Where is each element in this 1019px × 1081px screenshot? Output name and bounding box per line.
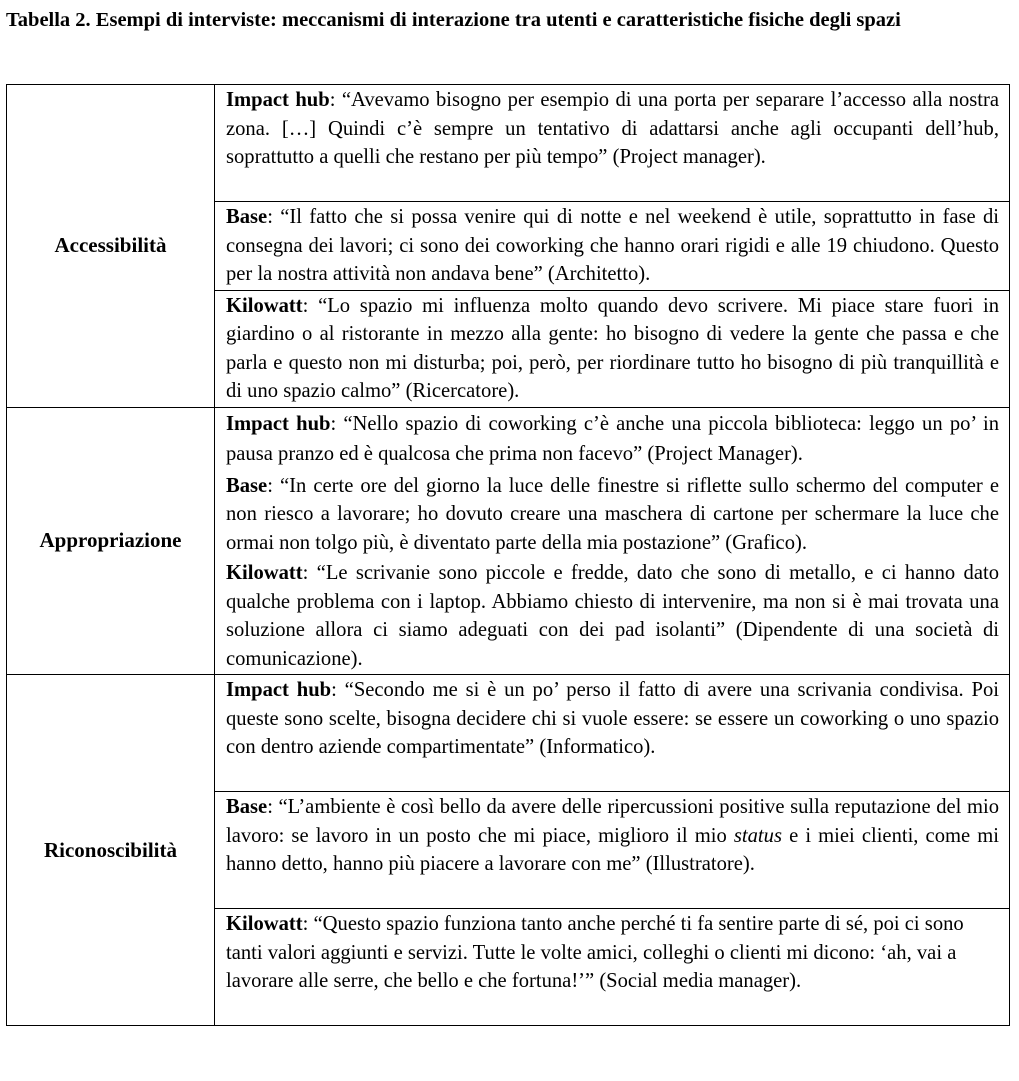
space-name: Base xyxy=(226,796,268,818)
category-cell: Riconoscibilità xyxy=(7,675,215,1026)
quote-text: : “Lo spazio mi influenza molto quando devo scrivere. Mi piace stare fuori in giardino o al ristorante in mezzo alla gente: ho bisogno di vedere la gente che passa e che parla e questo non mi disturba; poi, però, per riordinare tutto ho bisogno di più tranquillità e di uno spazio calmo” (Ricercatore). xyxy=(226,294,999,402)
quote-text: : “In certe ore del giorno la luce delle finestre si riflette sullo schermo del computer e non riesco a lavorare; ho dovuto creare una maschera di cartone per schermare la luce che ormai non tolgo più, è diventato parte della mia postazione” (Grafico). xyxy=(226,474,999,554)
table-row xyxy=(7,675,1010,792)
space-name: Kilowatt xyxy=(226,294,303,317)
quote-cell xyxy=(215,470,1010,558)
table-row xyxy=(7,85,1010,202)
category-cell: Accessibilità xyxy=(7,85,215,408)
space-name: Base xyxy=(226,474,268,497)
space-name: Base xyxy=(226,206,268,228)
space-name: Impact hub xyxy=(226,679,332,701)
quote-emphasis: status xyxy=(733,824,782,847)
quote-text: : “Nello spazio di coworking c’è anche una piccola biblioteca: leggo un po’ in pausa pranzo ed è qualcosa che prima non facevo” (Project Manager). xyxy=(226,412,999,465)
space-name: Impact hub xyxy=(226,412,331,435)
quote-text: : “Le scrivanie sono piccole e fredde, dato che sono di metallo, e ci hanno dato qualche problema con i laptop. Abbiamo chiesto di intervenire, ma non si è mai trovata una soluzione allora ci siamo adeguati con dei pad isolanti” (Dipendente di una società di comunicazione). xyxy=(226,562,999,670)
quote-text: : “Questo spazio funziona tanto anche perché ti fa sentire parte di sé, poi ci sono tanti valori aggiunti e servizi. Tutte le volte amici, colleghi o clienti mi dicono: ‘ah, vai a lavorare alle serre, che bello e che fortuna!’” (Social media manager). xyxy=(226,913,964,992)
quote-text: : “Secondo me si è un po’ perso il fatto di avere una scrivania condivisa. Poi queste sono scelte, bisogna decidere chi si vuole essere: se essere un coworking o uno spazio con dentro aziende compartimentate” (Informatico). xyxy=(226,679,999,758)
space-name: Impact hub xyxy=(226,89,330,111)
quote-cell xyxy=(215,407,1010,470)
quote-text: : “L’ambiente è così bello da avere delle ripercussioni positive sulla reputazione del mio lavoro: se lavoro in un posto che mi piace, miglioro il mio xyxy=(226,796,999,847)
quote-cell xyxy=(215,909,1010,1026)
quote-cell xyxy=(215,675,1010,792)
quote-text: : “Il fatto che si possa venire qui di notte e nel weekend è utile, soprattutto in fase di consegna dei lavori; ci sono dei coworking che hanno orari rigidi e alle 19 chiudono. Questo per la nostra attività non andava bene” (Architetto). xyxy=(226,206,999,285)
space-name: Kilowatt xyxy=(226,913,303,935)
quote-text: : “Avevamo bisogno per esempio di una porta per separare l’accesso alla nostra zona. […] Quindi c’è sempre un tentativo di adattarsi anche agli occupanti dell’hub, soprattutto a quelli che restano per più tempo” (Project manager). xyxy=(226,89,999,168)
table-row xyxy=(7,407,1010,470)
quote-cell xyxy=(215,792,1010,909)
quote-cell xyxy=(215,202,1010,291)
category-cell: Appropriazione xyxy=(7,407,215,675)
quote-text: e i miei clienti, come mi hanno detto, hanno più piacere a lavorare con me” (Illustratore). xyxy=(226,824,999,875)
quote-cell xyxy=(215,85,1010,202)
quote-cell xyxy=(215,290,1010,407)
space-name: Kilowatt xyxy=(226,562,303,584)
interviews-table xyxy=(6,84,1010,1026)
table-caption: Tabella 2. Esempi di interviste: meccanismi di interazione tra utenti e caratteristiche fisiche degli spazi xyxy=(6,9,901,31)
quote-cell xyxy=(215,557,1010,675)
